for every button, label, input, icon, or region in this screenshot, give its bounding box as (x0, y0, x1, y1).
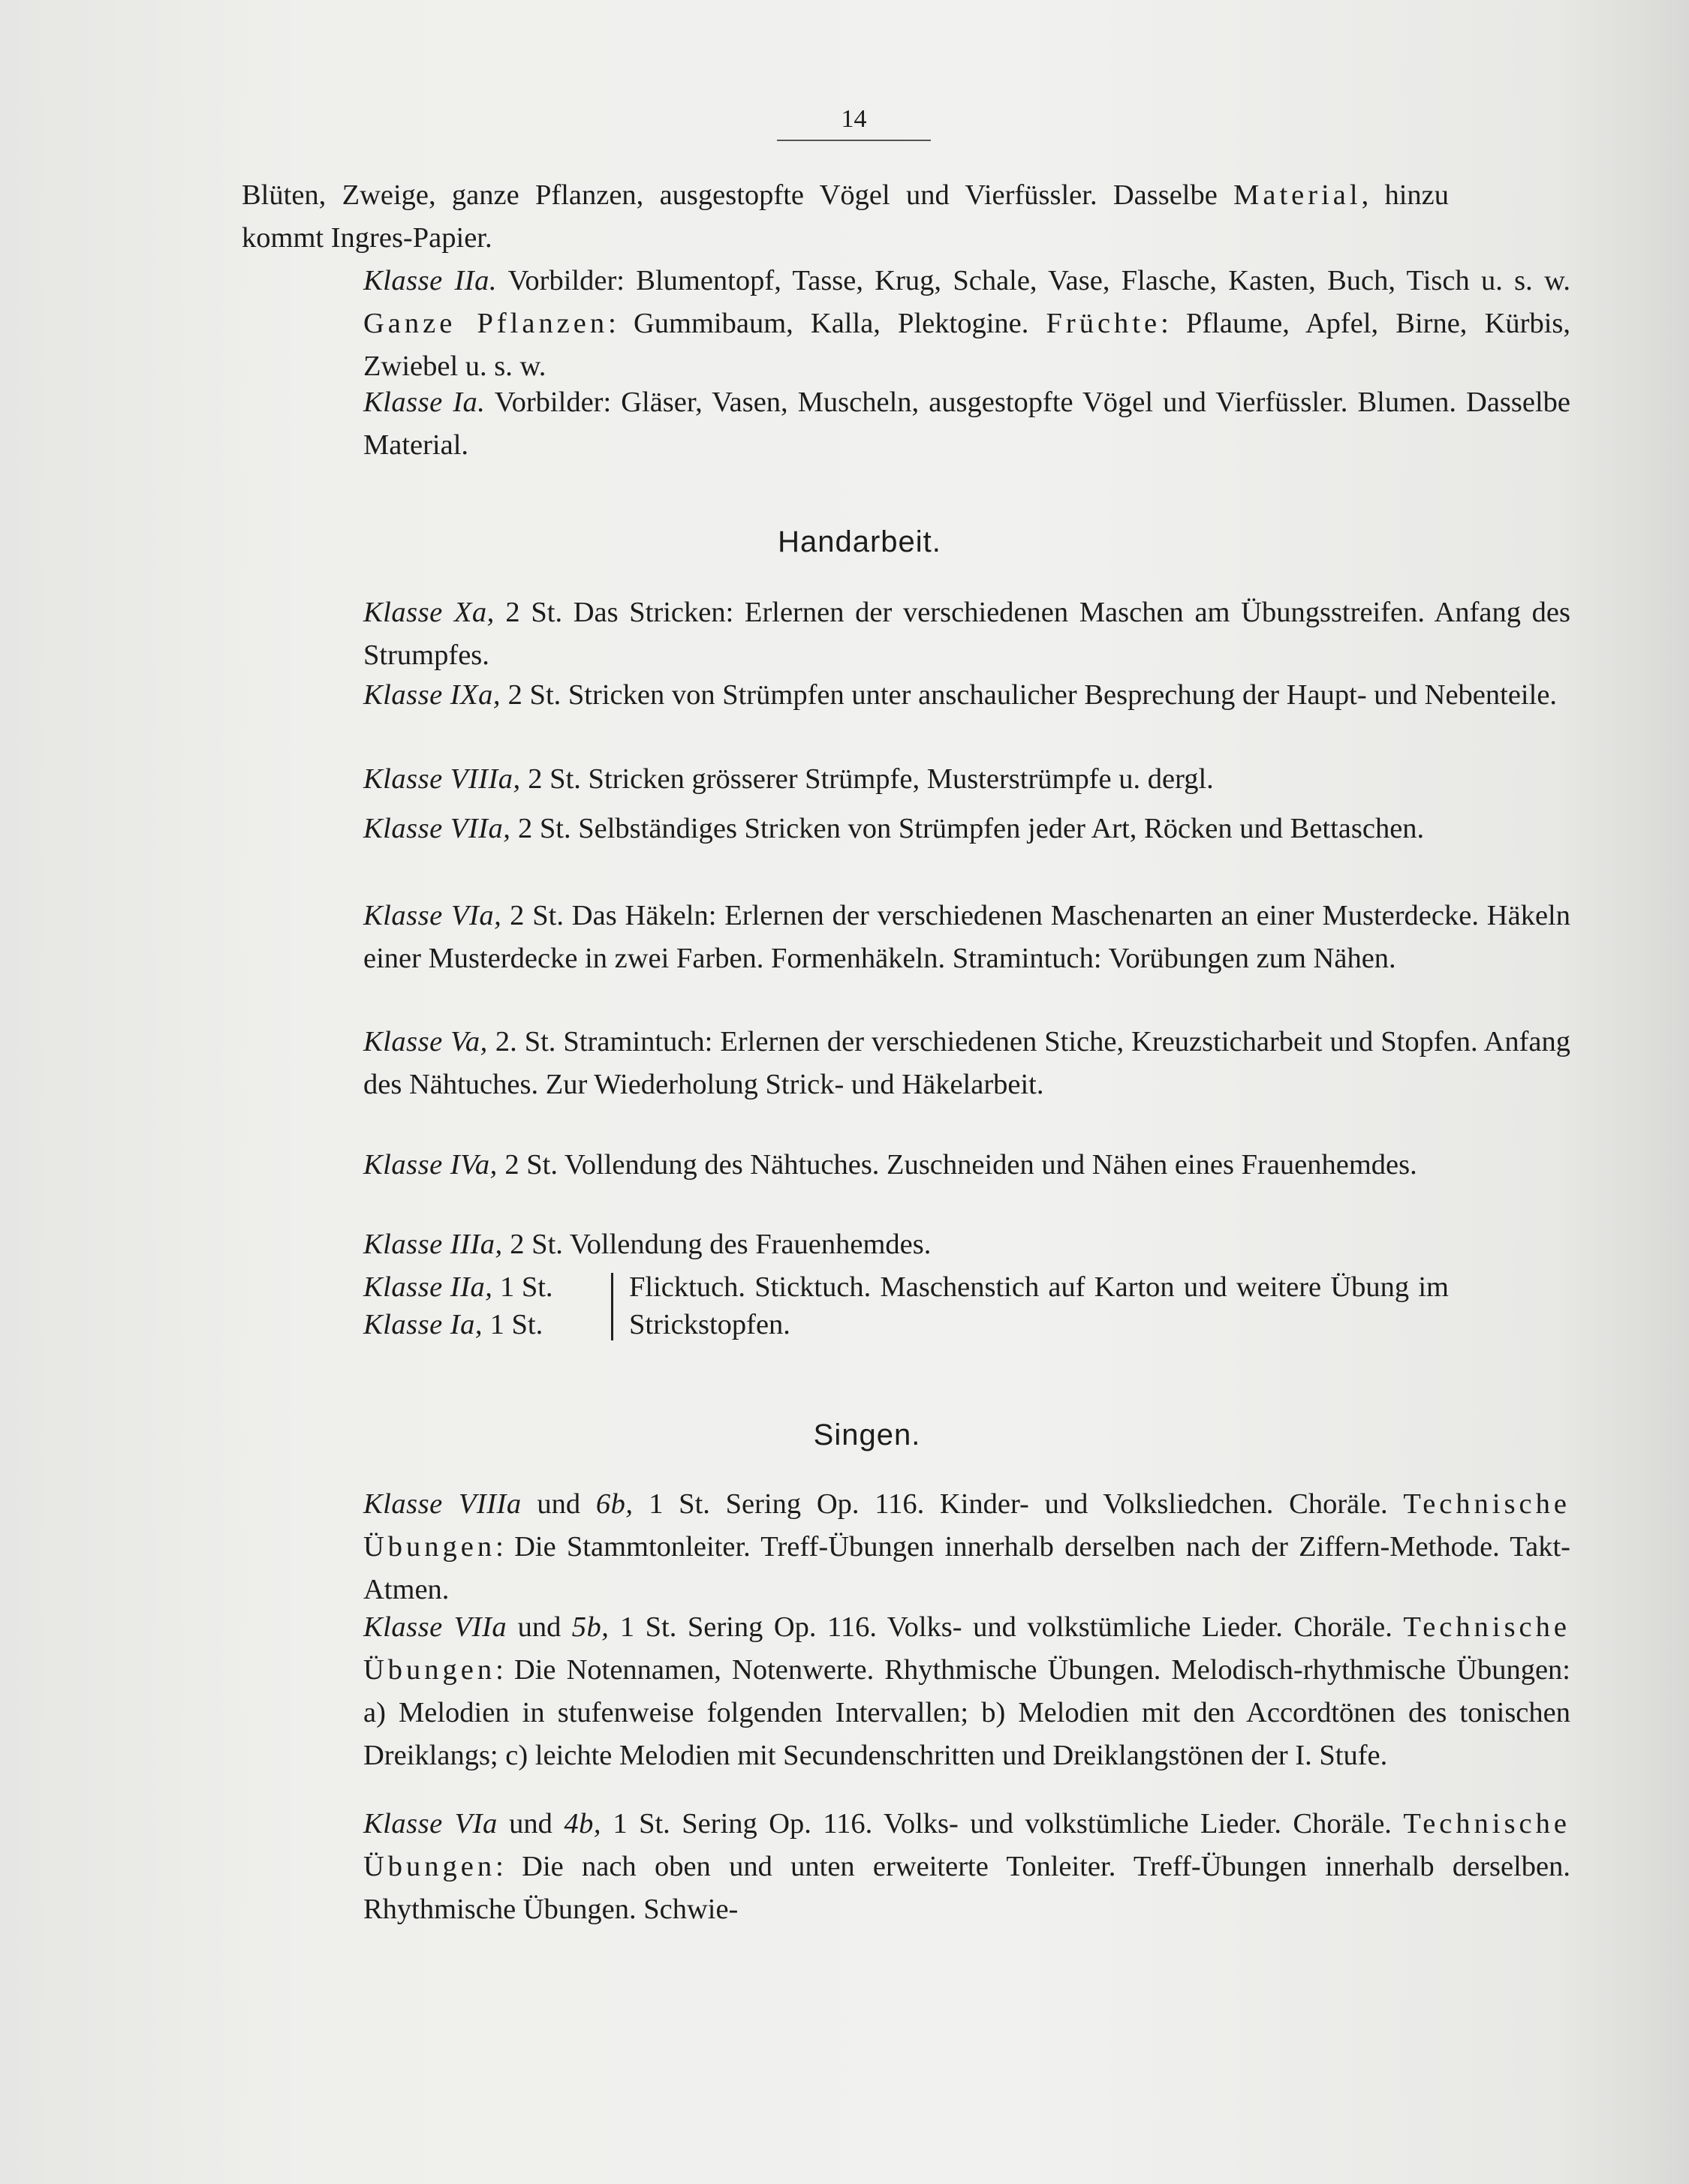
handarbeit-entry: Klasse VIIIa, 2 St. Stricken grösserer Strümpfe, Musterstrümpfe u. dergl. (363, 763, 1214, 795)
handarbeit-entry: Klasse VIa, 2 St. Das Häkeln: Erlernen der verschiedenen Maschenarten an einer Musterdecke. Häkeln einer Musterdecke in zwei Farben. Formenhäkeln. Stramintuch: Vorübungen zum Nähen. (363, 900, 1570, 974)
handarbeit-entry: Klasse IVa, 2 St. Vollendung des Nähtuches. Zuschneiden und Nähen eines Frauenhemdes. (363, 1149, 1417, 1181)
intro-material-word: Material (1233, 179, 1362, 211)
section-heading-handarbeit: Handarbeit. (778, 525, 941, 558)
klasse-label: Klasse IIa. (363, 265, 497, 296)
curly-brace (611, 1273, 625, 1340)
intro-line2: , hinzu kommt Ingres-Papier. (242, 179, 1450, 254)
handarbeit-entry: Klasse IIIa, 2 St. Vollendung des Frauenhemdes. (363, 1229, 932, 1260)
singen-entry: Klasse VIIa und 5b, 1 St. Sering Op. 116. Volks- und volkstümliche Lieder. Choräle. Technische Übungen: Die Notennamen, Notenwerte. Rhythmische Übungen. Melodisch-rhythmische Übungen: a) Melodien in stufenweise folgenden Intervallen; b) Melodien mit den Accordtönen des tonischen Dreiklangs; c) leichte Melodien mit Secundenschritten und Dreiklangstönen der I. Stufe. (363, 1611, 1570, 1771)
page-number: 14 (777, 105, 931, 141)
klasse-label: Klasse Ia. (363, 387, 486, 418)
handarbeit-entry: Klasse Va, 2. St. Stramintuch: Erlernen der verschiedenen Stiche, Kreuzsticharbeit und Stopfen. Anfang des Nähtuches. Zur Wiederholung Strick- und Häkelarbeit. (363, 1026, 1570, 1100)
intro-line1: Blüten, Zweige, ganze Pflanzen, ausgestopfte Vögel und Vierfüssler. Dasselbe (242, 179, 1218, 211)
handarbeit-entry: Klasse VIIa, 2 St. Selbständiges Stricken von Strümpfen jeder Art, Röcken und Bettaschen. (363, 813, 1425, 844)
handarbeit-entry: Klasse IXa, 2 St. Stricken von Strümpfen unter anschaulicher Besprechung der Haupt- und Nebenteile. (363, 679, 1558, 711)
handarbeit-entry: Klasse Xa, 2 St. Das Stricken: Erlernen der verschiedenen Maschen am Übungsstreifen. Anfang des Strumpfes. (363, 597, 1571, 671)
pair-text: Flicktuch. Sticktuch. Maschenstich auf Karton und weitere Übung im Strickstopfen. (629, 1271, 1449, 1340)
intro-paragraph (242, 174, 1449, 260)
singen-entry: Klasse VIa und 4b, 1 St. Sering Op. 116. Volks- und volkstümliche Lieder. Choräle. Technische Übungen: Die nach oben und unten erweiterte Tonleiter. Treff-Übungen innerhalb derselben. Rhythmische Übungen. Schwie- (363, 1808, 1570, 1925)
klasse-ia-zeichnen: Klasse Ia. Vorbilder: Gläser, Vasen, Muscheln, ausgestopfte Vögel und Vierfüssler. Blumen. Dasselbe Material. (363, 387, 1571, 461)
section-heading-singen: Singen. (813, 1418, 921, 1451)
pair-labels: Klasse IIa, 1 St. Klasse Ia, 1 St. (363, 1271, 553, 1340)
singen-entry: Klasse VIIIa und 6b, 1 St. Sering Op. 116. Kinder- und Volksliedchen. Choräle. Technische Übungen: Die Stammtonleiter. Treff-Übungen innerhalb derselben nach der Ziffern-Methode. Takt-Atmen. (363, 1488, 1570, 1605)
klasse-iia-zeichnen: Klasse IIa. Vorbilder: Blumentopf, Tasse, Krug, Schale, Vase, Flasche, Kasten, Buch, Tisch u. s. w. Ganze Pflanzen: Gummibaum, Kalla, Plektogine. Früchte: Pflaume, Apfel, Birne, Kürbis, Zwiebel u. s. w. (363, 265, 1570, 382)
